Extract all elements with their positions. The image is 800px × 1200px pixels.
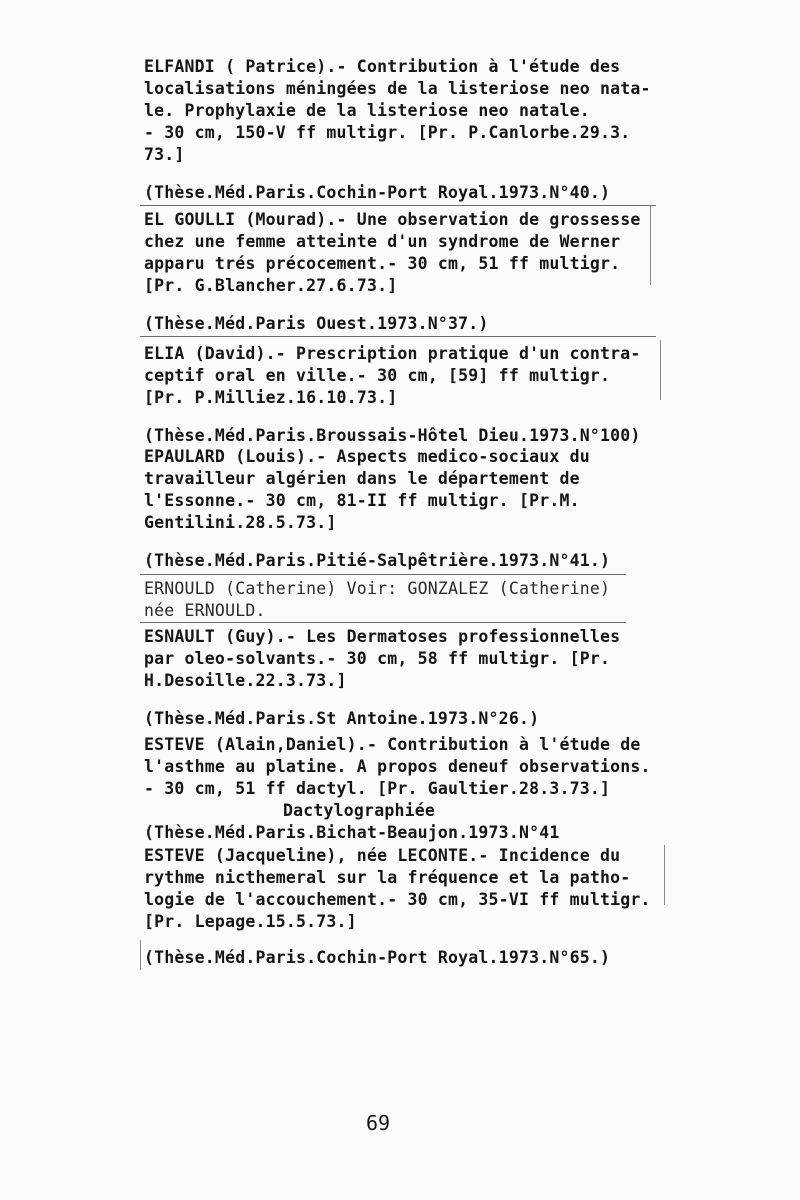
margin-line xyxy=(650,205,651,285)
divider xyxy=(140,574,626,575)
page-number: 69 xyxy=(366,1111,391,1135)
margin-line xyxy=(664,845,665,905)
entry-citation: (Thèse.Méd.Paris.Pitié-Salpêtrière.1973.N°41.) xyxy=(144,551,611,570)
entry-citation: (Thèse.Méd.Paris.St Antoine.1973.N°26.) xyxy=(144,709,540,728)
entry-line: ELFANDI ( Patrice).- Contribution à l'étude des xyxy=(144,57,621,76)
entry-line: par oleo-solvants.- 30 cm, 58 ff multigr. [Pr. xyxy=(144,649,611,668)
entry-line: travailleur algérien dans le département de xyxy=(144,469,580,488)
bleed-through-texture xyxy=(590,900,690,914)
entry-el-goulli xyxy=(144,209,664,297)
entry-line: ERNOULD (Catherine) Voir: GONZALEZ (Catherine) xyxy=(144,579,611,598)
entry-esnault xyxy=(144,626,664,692)
entry-esteve-jacqueline xyxy=(144,845,664,933)
entry-line: ceptif oral en ville.- 30 cm, [59] ff multigr. xyxy=(144,366,611,385)
entry-citation: (Thèse.Méd.Paris Ouest.1973.N°37.) xyxy=(144,314,489,333)
entry-line: - 30 cm, 51 ff dactyl. [Pr. Gaultier.28.3.73.] xyxy=(144,779,611,798)
entry-line: - 30 cm, 150-V ff multigr. [Pr. P.Canlorbe.29.3. xyxy=(144,123,631,142)
entry-line: ELIA (David).- Prescription pratique d'un contra- xyxy=(144,344,641,363)
entry-citation: (Thèse.Méd.Paris.Broussais-Hôtel Dieu.1973.N°100) xyxy=(144,426,641,445)
divider xyxy=(140,336,656,337)
entry-line: rythme nicthemeral sur la fréquence et la patho- xyxy=(144,868,631,887)
entry-line: Dactylographiée xyxy=(282,801,435,820)
entry-line: l'asthme au platine. A propos deneuf observations. xyxy=(144,757,651,776)
entry-line: apparu trés précocement.- 30 cm, 51 ff multigr. xyxy=(144,254,621,273)
entry-line: ESTEVE (Jacqueline), née LECONTE.- Incidence du xyxy=(144,846,621,865)
entry-line: ESTEVE (Alain,Daniel).- Contribution à l'étude de xyxy=(144,735,641,754)
entry-epaulard xyxy=(144,446,664,534)
margin-line xyxy=(660,340,661,400)
entry-esteve-alain xyxy=(144,734,664,822)
entry-line: l'Essonne.- 30 cm, 81-II ff multigr. [Pr.M. xyxy=(144,491,580,510)
entry-line: [Pr. G.Blancher.27.6.73.] xyxy=(144,276,398,295)
entry-line: logie de l'accouchement.- 30 cm, 35-VI ff multigr. xyxy=(144,890,651,909)
entry-citation: (Thèse.Méd.Paris.Cochin-Port Royal.1973.N°65.) xyxy=(144,948,611,967)
entry-citation: (Thèse.Méd.Paris.Cochin-Port Royal.1973.N°40.) xyxy=(144,183,611,202)
entry-line: localisations méningées de la listeriose neo nata- xyxy=(144,79,651,98)
entry-line: [Pr. P.Milliez.16.10.73.] xyxy=(144,388,398,407)
entry-elia xyxy=(144,343,664,409)
entry-ernould xyxy=(144,578,664,622)
entry-line: EPAULARD (Louis).- Aspects medico-sociaux du xyxy=(144,447,590,466)
entry-line: chez une femme atteinte d'un syndrome de Werner xyxy=(144,232,621,251)
entry-line: [Pr. Lepage.15.5.73.] xyxy=(144,912,357,931)
entry-line: H.Desoille.22.3.73.] xyxy=(144,671,347,690)
entry-line: EL GOULLI (Mourad).- Une observation de grossesse xyxy=(144,210,641,229)
entry-line: 73.] xyxy=(144,145,185,164)
divider xyxy=(140,622,626,623)
entry-line: Gentilini.28.5.73.] xyxy=(144,513,337,532)
divider xyxy=(140,205,656,206)
entry-elfandi xyxy=(144,56,664,166)
entry-citation: (Thèse.Méd.Paris.Bichat-Beaujon.1973.N°41 xyxy=(144,823,560,842)
entry-line: ESNAULT (Guy).- Les Dermatoses professionnelles xyxy=(144,627,621,646)
margin-line xyxy=(140,940,141,970)
entry-line: le. Prophylaxie de la listeriose neo natale. xyxy=(144,101,590,120)
entry-line: née ERNOULD. xyxy=(144,601,266,620)
